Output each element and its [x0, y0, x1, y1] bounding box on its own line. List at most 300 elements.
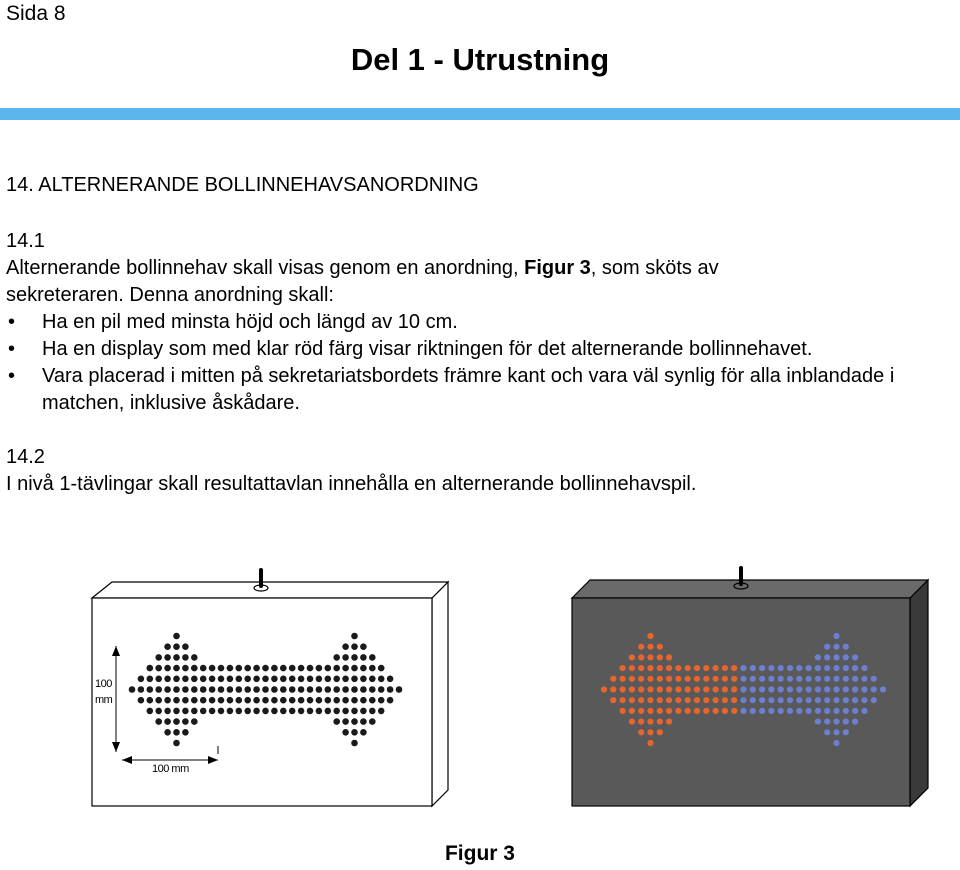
arrow-dot [824, 686, 830, 692]
arrow-dot [666, 654, 672, 660]
arrow-dot [129, 686, 136, 693]
arrow-dot [316, 665, 323, 672]
arrow-dot [778, 697, 784, 703]
arrow-dot [369, 708, 376, 715]
arrow-dot [360, 697, 367, 704]
arrow-dot [351, 708, 358, 715]
arrow-dot [387, 676, 394, 683]
arrow-dot [280, 676, 287, 683]
arrow-dot [740, 697, 746, 703]
arrow-dot [768, 676, 774, 682]
arrow-dot [647, 708, 653, 714]
arrow-dot [271, 676, 278, 683]
arrow-dot [236, 697, 243, 704]
arrow-dot [351, 729, 358, 736]
arrow-dot [289, 697, 296, 704]
arrow-dot [253, 697, 260, 704]
arrow-dot [387, 697, 394, 704]
paragraph-14-1 [6, 228, 956, 417]
arrow-dot [833, 644, 839, 650]
arrow-dot [253, 686, 260, 693]
arrow-dot [685, 665, 691, 671]
arrow-dot [333, 697, 340, 704]
arrow-dot [759, 686, 765, 692]
arrow-dot [731, 676, 737, 682]
arrow-dot [833, 740, 839, 746]
arrow-dot [861, 676, 867, 682]
arrow-dot [824, 644, 830, 650]
arrow-dot [657, 719, 663, 725]
arrow-dot [759, 676, 765, 682]
arrow-dot [289, 676, 296, 683]
arrow-dot [843, 708, 849, 714]
arrow-dot [685, 686, 691, 692]
arrow-dot [289, 665, 296, 672]
arrow-dot [333, 686, 340, 693]
arrow-dot [164, 708, 171, 715]
arrow-dot [155, 708, 162, 715]
arrow-dot [843, 697, 849, 703]
arrow-dot [307, 676, 314, 683]
list-item: • Ha en display som med klar röd färg visar riktningen för det alternerande bollinnehavet. [6, 336, 956, 363]
arrow-dot [852, 708, 858, 714]
arrow-dot [173, 654, 180, 661]
arrow-dot [173, 665, 180, 672]
page-number: Sida 8 [6, 2, 66, 25]
arrow-dot [871, 686, 877, 692]
arrow-dot [378, 665, 385, 672]
arrow-dot [369, 654, 376, 661]
arrow-dot [750, 697, 756, 703]
arrow-dot [173, 643, 180, 650]
arrow-dot [138, 697, 145, 704]
arrow-dot [227, 665, 234, 672]
arrow-dot [351, 665, 358, 672]
arrow-dot [768, 665, 774, 671]
arrow-dot [191, 686, 198, 693]
arrow-dot [815, 654, 821, 660]
arrow-dot [298, 665, 305, 672]
arrow-dot [298, 676, 305, 683]
arrow-dot [601, 686, 607, 692]
arrow-dot [647, 740, 653, 746]
arrow-dot [824, 665, 830, 671]
arrow-dot [147, 676, 154, 683]
arrow-dot [138, 676, 145, 683]
paragraph-line-1 [6, 255, 956, 282]
arrow-dot [740, 676, 746, 682]
arrow-dot [722, 708, 728, 714]
arrow-dot [200, 686, 207, 693]
arrow-dot [138, 686, 145, 693]
arrow-dot [173, 708, 180, 715]
arrow-dot [750, 708, 756, 714]
arrow-dot [703, 697, 709, 703]
arrow-dot [694, 665, 700, 671]
arrow-dot [182, 686, 189, 693]
arrow-dot [227, 697, 234, 704]
arrow-dot [182, 676, 189, 683]
arrow-dot [675, 686, 681, 692]
arrow-dot [666, 686, 672, 692]
arrow-dot [253, 665, 260, 672]
arrow-dot [325, 665, 332, 672]
arrow-dot [360, 676, 367, 683]
arrow-dot [610, 697, 616, 703]
arrow-dot [703, 676, 709, 682]
arrow-dot [833, 654, 839, 660]
arrow-dot [396, 686, 403, 693]
arrow-dot [675, 708, 681, 714]
arrow-dot [360, 708, 367, 715]
arrow-dot [685, 676, 691, 682]
arrow-dot [227, 686, 234, 693]
arrow-dot [620, 665, 626, 671]
arrow-dot [155, 676, 162, 683]
arrow-dot [173, 718, 180, 725]
arrow-dot [629, 697, 635, 703]
arrow-dot [759, 708, 765, 714]
arrow-dot [703, 665, 709, 671]
arrow-dot [852, 676, 858, 682]
arrow-dot [244, 697, 251, 704]
arrow-dot [787, 708, 793, 714]
arrow-dot [740, 686, 746, 692]
paragraph-14-2 [6, 444, 956, 498]
arrow-dot [147, 665, 154, 672]
arrow-dot [843, 729, 849, 735]
arrow-dot [694, 676, 700, 682]
arrow-dot [806, 686, 812, 692]
arrow-dot [629, 686, 635, 692]
arrow-dot [722, 697, 728, 703]
arrow-dot [759, 665, 765, 671]
header-divider [0, 108, 960, 120]
arrow-dot [647, 729, 653, 735]
arrow-dot [369, 676, 376, 683]
arrow-dot [852, 654, 858, 660]
arrow-dot [833, 686, 839, 692]
arrow-dot [191, 718, 198, 725]
arrow-dot [852, 665, 858, 671]
arrow-dot [778, 686, 784, 692]
arrow-dot [271, 708, 278, 715]
arrow-dot [218, 697, 225, 704]
text-run: Alternerande bollinnehav skall visas genom en anordning, [6, 257, 525, 279]
arrow-dot [694, 686, 700, 692]
arrow-dot [647, 665, 653, 671]
arrow-dot [778, 708, 784, 714]
arrow-dot [657, 676, 663, 682]
arrow-dot [620, 676, 626, 682]
arrow-dot [307, 708, 314, 715]
arrow-dot [666, 708, 672, 714]
arrow-dot [218, 708, 225, 715]
arrow-dot [316, 708, 323, 715]
arrow-dot [731, 665, 737, 671]
arrow-dot [236, 676, 243, 683]
arrow-dot [861, 665, 867, 671]
arrow-dot [209, 686, 216, 693]
arrow-dot [351, 740, 358, 747]
white-arrow-box [92, 570, 448, 806]
arrow-dot [369, 686, 376, 693]
dark-arrow-box [572, 568, 928, 806]
page-title: Del 1 - Utrustning [350, 42, 610, 77]
arrow-dot [360, 729, 367, 736]
arrow-dot [325, 686, 332, 693]
arrow-dot [173, 740, 180, 747]
arrow-dot [722, 686, 728, 692]
arrow-dot [342, 643, 349, 650]
arrow-dot [713, 665, 719, 671]
arrow-dot [833, 633, 839, 639]
arrow-dot [685, 697, 691, 703]
arrow-dot [209, 665, 216, 672]
paragraph-line-2: sekreteraren. Denna anordning skall: [6, 284, 334, 306]
height-dimension-label: 100 [95, 678, 112, 690]
arrow-dot [298, 708, 305, 715]
arrow-dot [236, 665, 243, 672]
arrow-dot [307, 665, 314, 672]
arrow-dot [657, 665, 663, 671]
arrow-dot [675, 676, 681, 682]
arrow-dot [351, 686, 358, 693]
arrow-dot [852, 697, 858, 703]
arrow-dot [369, 718, 376, 725]
arrow-dot [378, 686, 385, 693]
arrow-dot [731, 708, 737, 714]
arrow-dot [833, 719, 839, 725]
arrow-dot [173, 697, 180, 704]
arrow-dot [378, 697, 385, 704]
arrow-dot [824, 654, 830, 660]
arrow-dot [351, 643, 358, 650]
arrow-dot [638, 729, 644, 735]
arrow-dot [253, 708, 260, 715]
arrow-dot [360, 665, 367, 672]
arrow-dot [815, 686, 821, 692]
arrow-dot [675, 665, 681, 671]
arrow-dot [262, 665, 269, 672]
arrow-dot [182, 718, 189, 725]
arrow-dot [253, 676, 260, 683]
arrow-dot [360, 654, 367, 661]
arrow-dot [768, 686, 774, 692]
arrow-dot [325, 676, 332, 683]
arrow-dot [351, 633, 358, 640]
arrow-dot [629, 708, 635, 714]
arrow-dot [325, 697, 332, 704]
arrow-dot [342, 676, 349, 683]
arrow-dot [871, 676, 877, 682]
arrow-dot [620, 697, 626, 703]
arrow-dot [342, 718, 349, 725]
arrow-dot [824, 708, 830, 714]
arrow-dot [871, 697, 877, 703]
arrow-dot [200, 697, 207, 704]
arrow-dot [307, 686, 314, 693]
arrow-dot [852, 719, 858, 725]
arrow-dot [164, 697, 171, 704]
arrow-dot [815, 697, 821, 703]
requirement-list [6, 309, 956, 417]
width-dimension-label: 100 mm [152, 763, 189, 775]
arrow-dot [806, 676, 812, 682]
arrow-dot [218, 686, 225, 693]
arrow-dot [191, 676, 198, 683]
height-dimension-unit: mm [95, 694, 113, 706]
arrow-dot [638, 654, 644, 660]
arrow-dot [182, 654, 189, 661]
arrow-dot [787, 665, 793, 671]
arrow-dot [638, 676, 644, 682]
arrow-dot [740, 665, 746, 671]
arrow-dot [155, 718, 162, 725]
arrow-dot [164, 654, 171, 661]
arrow-dot [164, 665, 171, 672]
arrow-dot [147, 697, 154, 704]
arrow-dot [657, 708, 663, 714]
arrow-dot [629, 719, 635, 725]
arrow-dot [244, 708, 251, 715]
arrow-dot [333, 718, 340, 725]
arrow-dot [155, 686, 162, 693]
arrow-dot [262, 686, 269, 693]
arrow-dot [647, 644, 653, 650]
arrow-dot [333, 708, 340, 715]
arrow-dot [200, 665, 207, 672]
arrow-dot [629, 654, 635, 660]
arrow-dot [342, 729, 349, 736]
arrow-dot [236, 708, 243, 715]
arrow-dot [620, 686, 626, 692]
arrow-dot [703, 686, 709, 692]
arrow-dot [333, 676, 340, 683]
arrow-dot [316, 686, 323, 693]
arrow-dot [280, 665, 287, 672]
arrow-dot [351, 697, 358, 704]
arrow-dot [164, 686, 171, 693]
arrow-dot [657, 644, 663, 650]
arrow-dot [164, 718, 171, 725]
arrow-dot [638, 665, 644, 671]
arrow-dot [182, 665, 189, 672]
arrow-dot [843, 644, 849, 650]
arrow-dot [833, 708, 839, 714]
paragraph-number: 14.2 [6, 446, 45, 468]
arrow-dot [657, 654, 663, 660]
arrow-dot [173, 686, 180, 693]
arrow-dot [713, 686, 719, 692]
arrow-dot [182, 708, 189, 715]
arrow-dot [750, 686, 756, 692]
arrow-dot [861, 708, 867, 714]
figure-reference: Figur 3 [524, 257, 591, 279]
section-heading: 14. ALTERNERANDE BOLLINNEHAVSANORDNING [6, 174, 479, 196]
arrow-dot [218, 676, 225, 683]
arrow-dot [675, 697, 681, 703]
arrow-dot [731, 686, 737, 692]
arrow-dot [155, 654, 162, 661]
arrow-dot [173, 676, 180, 683]
arrow-dot [694, 708, 700, 714]
arrow-dot [333, 665, 340, 672]
arrow-dot [620, 708, 626, 714]
arrow-dot [657, 729, 663, 735]
arrow-dot [316, 676, 323, 683]
arrow-dot [713, 708, 719, 714]
arrow-dot [713, 676, 719, 682]
arrow-dot [666, 665, 672, 671]
list-item: • Vara placerad i mitten på sekretariatsbordets främre kant och vara väl synlig för alla inblandade i matchen, inklusive åskådare. [6, 363, 956, 417]
arrow-dot [378, 676, 385, 683]
arrow-dot [342, 697, 349, 704]
arrow-dot [262, 676, 269, 683]
list-item: • Ha en pil med minsta höjd och längd av 10 cm. [6, 309, 956, 336]
arrow-dot [262, 697, 269, 704]
arrow-dot [638, 708, 644, 714]
arrow-dot [209, 676, 216, 683]
arrow-display-figure [0, 560, 960, 830]
arrow-dot [182, 729, 189, 736]
arrow-dot [833, 697, 839, 703]
arrow-dot [824, 719, 830, 725]
arrow-dot [182, 697, 189, 704]
arrow-dot [280, 686, 287, 693]
arrow-dot [629, 665, 635, 671]
arrow-dot [387, 686, 394, 693]
arrow-dot [787, 697, 793, 703]
arrow-dot [244, 686, 251, 693]
arrow-dot [209, 708, 216, 715]
arrow-dot [227, 676, 234, 683]
arrow-dot [191, 654, 198, 661]
arrow-dot [342, 665, 349, 672]
arrow-dot [778, 665, 784, 671]
arrow-dot [191, 708, 198, 715]
arrow-dot [629, 676, 635, 682]
arrow-dot [806, 708, 812, 714]
arrow-dot [369, 697, 376, 704]
arrow-dot [843, 676, 849, 682]
arrow-dot [833, 676, 839, 682]
arrow-dot [768, 708, 774, 714]
paragraph-text: I nivå 1-tävlingar skall resultattavlan innehålla en alternerande bollinnehavspil. [6, 473, 697, 495]
arrow-dot [271, 665, 278, 672]
arrow-dot [244, 665, 251, 672]
arrow-dot [236, 686, 243, 693]
figure-caption: Figur 3 [444, 842, 515, 865]
arrow-dot [778, 676, 784, 682]
arrow-dot [843, 686, 849, 692]
arrow-dot [647, 654, 653, 660]
arrow-dot [173, 729, 180, 736]
arrow-dot [666, 719, 672, 725]
arrow-dot [806, 697, 812, 703]
arrow-dot [271, 686, 278, 693]
arrow-dot [647, 686, 653, 692]
arrow-dot [666, 697, 672, 703]
arrow-dot [861, 686, 867, 692]
arrow-dot [647, 676, 653, 682]
arrow-dot [647, 633, 653, 639]
arrow-dot [227, 708, 234, 715]
arrow-dot [815, 719, 821, 725]
arrow-dot [694, 697, 700, 703]
arrow-dot [833, 729, 839, 735]
arrow-dot [369, 665, 376, 672]
